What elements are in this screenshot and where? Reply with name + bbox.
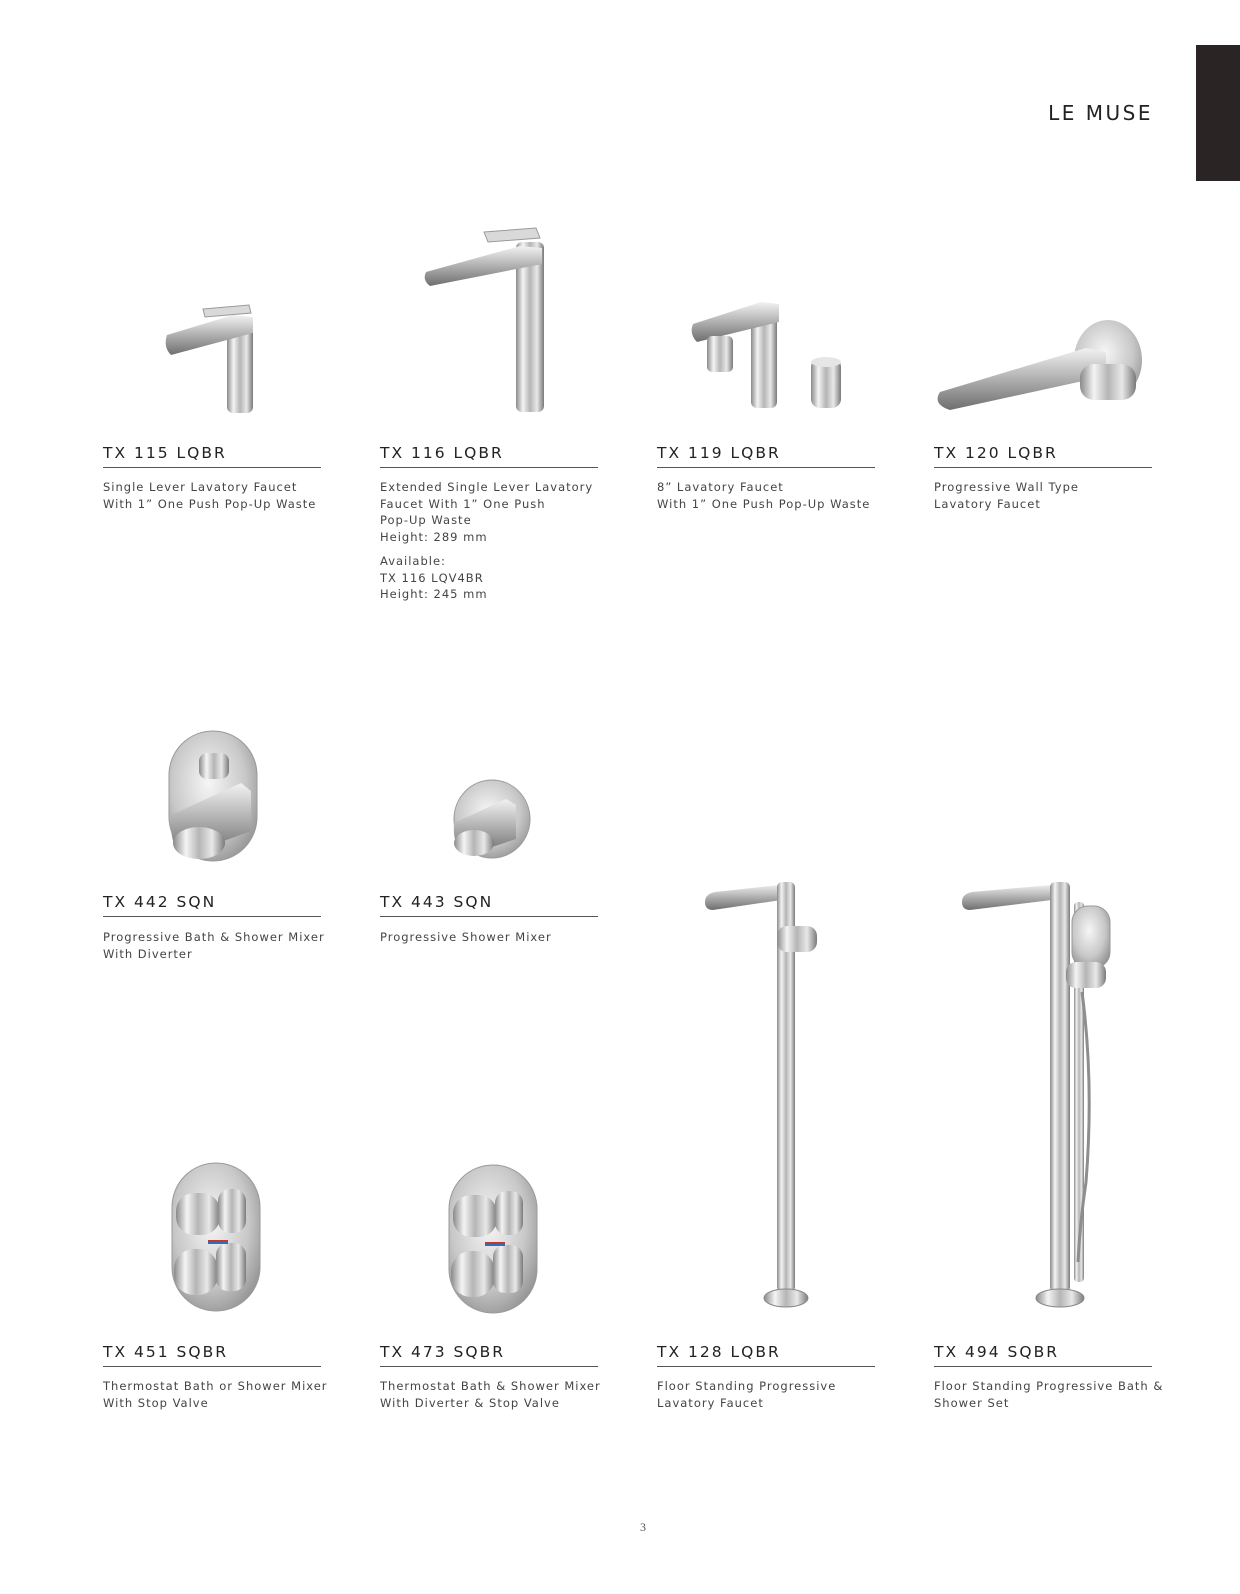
faucet-image	[936, 324, 1156, 414]
product-description: 8” Lavatory Faucet With 1” One Push Pop-Up Waste	[657, 480, 871, 511]
product-code: TX 473 SQBR	[380, 1343, 598, 1367]
product-description: Thermostat Bath or Shower Mixer With Stop Valve	[103, 1379, 328, 1410]
mixer-image	[165, 731, 261, 863]
faucet-image	[691, 300, 841, 415]
page-number: 3	[640, 1520, 646, 1534]
product-description: Thermostat Bath & Shower Mixer With Diverter & Stop Valve	[380, 1379, 601, 1410]
product-code: TX 115 LQBR	[103, 444, 321, 468]
product-description: Progressive Wall Type Lavatory Faucet	[934, 480, 1079, 511]
thermostat-image	[445, 1165, 541, 1315]
product-code: TX 494 SQBR	[934, 1343, 1152, 1367]
product-code: TX 128 LQBR	[657, 1343, 875, 1367]
floor-shower-set-image	[962, 882, 1112, 1312]
product-description: Floor Standing Progressive Lavatory Faucet	[657, 1379, 837, 1410]
product-description: Extended Single Lever Lavatory Faucet With 1” One Push Pop-Up Waste Height: 289 mm Available: TX 116 LQV4BR Height: 245 mm	[380, 479, 610, 603]
product-code: TX 119 LQBR	[657, 444, 875, 468]
product-description: Progressive Shower Mixer	[380, 930, 552, 944]
mixer-image	[450, 779, 534, 859]
availability-note: Available: TX 116 LQV4BR Height: 245 mm	[380, 554, 488, 601]
floor-faucet-image	[705, 882, 825, 1312]
product-code: TX 116 LQBR	[380, 444, 598, 468]
thermostat-image	[168, 1163, 264, 1313]
product-code: TX 120 LQBR	[934, 444, 1152, 468]
faucet-image	[424, 228, 544, 413]
product-description: Floor Standing Progressive Bath & Shower Set	[934, 1379, 1164, 1410]
product-code: TX 442 SQN	[103, 893, 321, 917]
product-description: Single Lever Lavatory Faucet With 1” One Push Pop-Up Waste	[103, 480, 317, 511]
section-tab	[1196, 45, 1240, 181]
product-description: Progressive Bath & Shower Mixer With Diverter	[103, 930, 325, 961]
product-code: TX 443 SQN	[380, 893, 598, 917]
faucet-image	[163, 305, 263, 415]
product-code: TX 451 SQBR	[103, 1343, 321, 1367]
series-title: LE MUSE	[1048, 101, 1153, 125]
